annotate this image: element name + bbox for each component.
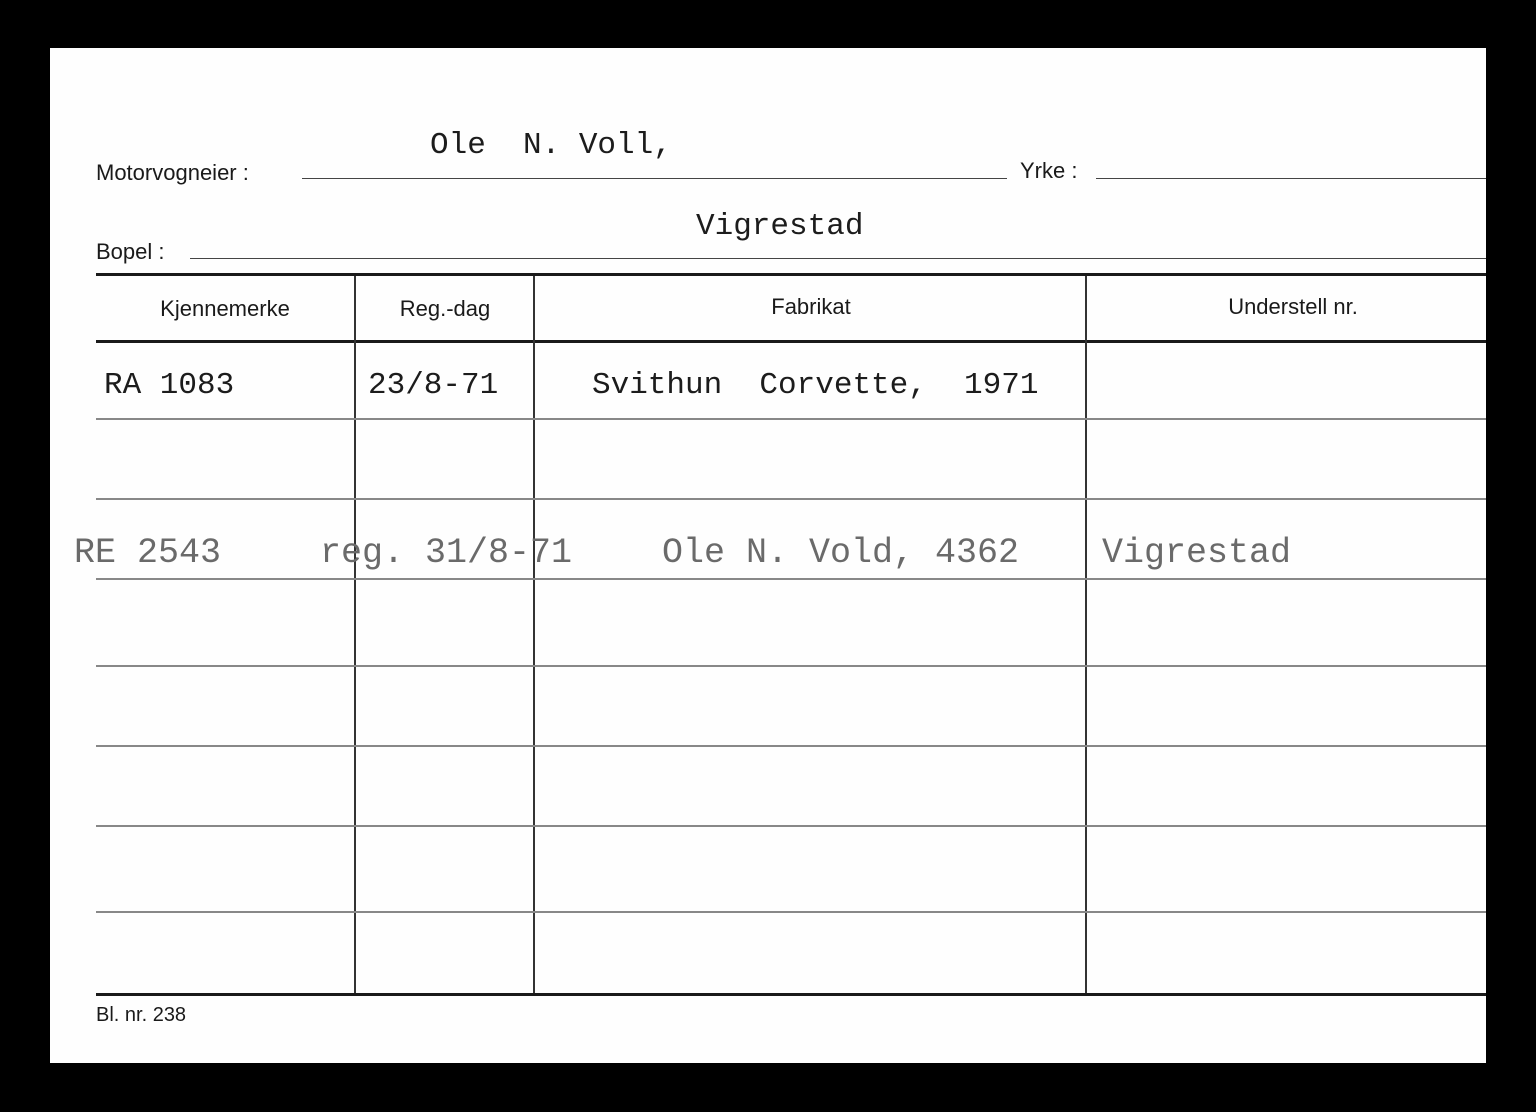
header-understell: Understell nr. bbox=[1228, 294, 1358, 319]
row-rule bbox=[96, 418, 1486, 420]
row-rule bbox=[96, 825, 1486, 827]
address-value: Vigrestad bbox=[696, 209, 864, 244]
form-number: Bl. nr. 238 bbox=[96, 1004, 187, 1026]
row-rule bbox=[96, 665, 1486, 667]
address-rule bbox=[190, 258, 1486, 259]
stamped-place: Vigrestad bbox=[1102, 533, 1292, 573]
occupation-label: Yrke : bbox=[1020, 158, 1078, 183]
row-rule bbox=[96, 911, 1486, 913]
column-divider bbox=[1085, 276, 1087, 994]
stamped-owner: Ole N. Vold, 4362 bbox=[662, 533, 1020, 573]
header-bottom-rule bbox=[96, 340, 1486, 343]
table-top-rule bbox=[96, 273, 1486, 276]
header-reg-dag: Reg.-dag bbox=[399, 296, 491, 321]
row1-reg-date: 23/8-71 bbox=[368, 368, 499, 403]
stamped-plate: RE 2543 bbox=[74, 533, 222, 573]
row-rule bbox=[96, 578, 1486, 580]
header-fabrikat: Fabrikat bbox=[771, 294, 851, 319]
header-kjennemerke: Kjennemerke bbox=[160, 296, 290, 321]
owner-value: Ole N. Voll, bbox=[430, 128, 672, 163]
column-divider bbox=[354, 276, 356, 994]
occupation-rule bbox=[1096, 178, 1486, 179]
column-divider bbox=[533, 276, 535, 994]
table-bottom-rule bbox=[96, 993, 1486, 996]
owner-label: Motorvogneier : bbox=[96, 160, 249, 185]
registration-card bbox=[50, 48, 1486, 1063]
row-rule bbox=[96, 745, 1486, 747]
row-rule bbox=[96, 498, 1486, 500]
row1-plate: RA 1083 bbox=[104, 368, 235, 403]
row1-make: Svithun Corvette, 1971 bbox=[592, 368, 1039, 403]
stamped-reg: reg. 31/8-71 bbox=[320, 533, 573, 573]
owner-rule bbox=[302, 178, 1007, 179]
address-label: Bopel : bbox=[96, 239, 165, 264]
